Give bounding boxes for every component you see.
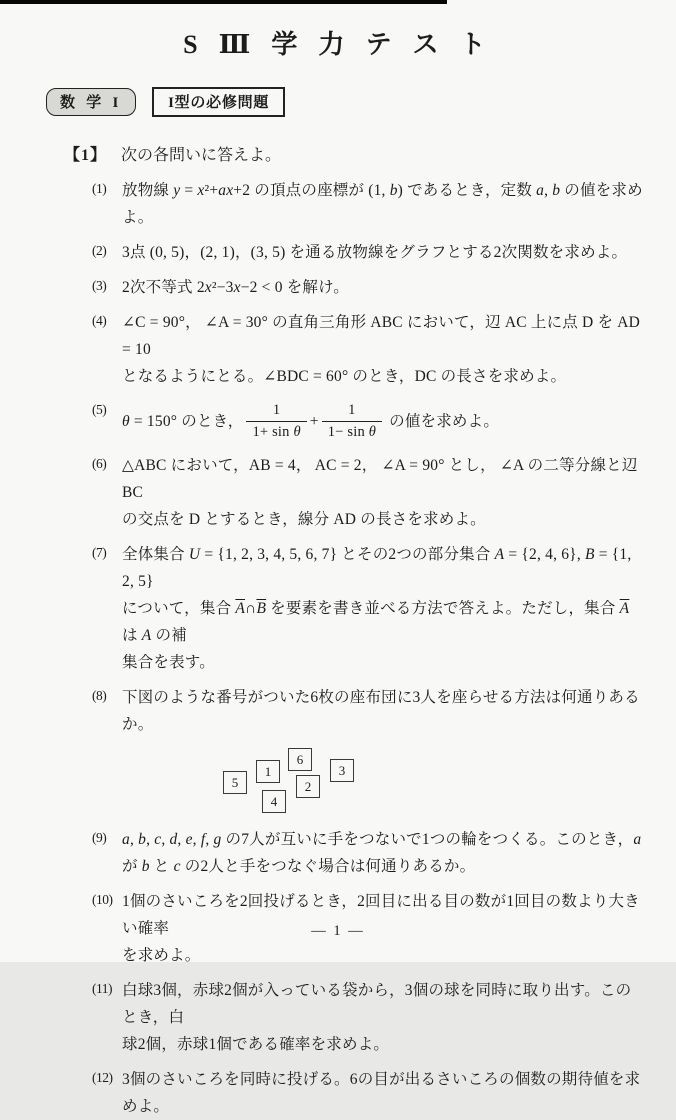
problem-11 xyxy=(92,977,644,1058)
problem-text-line: ∠C = 90°， ∠A = 30° の直角三角形 ABC において，辺 AC 上に点 D を AD = 10 xyxy=(122,314,645,358)
section-label: 【1】 xyxy=(64,147,108,164)
problem-text-line: 1個のさいころを2回投げるとき，2回目に出る目の数が1回目の数より大きい確率 xyxy=(122,893,640,937)
scan-artifact-bar xyxy=(0,0,447,4)
problem-list xyxy=(92,177,644,1120)
badge-row xyxy=(46,87,676,117)
page-title: S Ⅲ 学 力 テ ス ト xyxy=(183,30,493,59)
cushion-diagram xyxy=(122,744,644,818)
subject-badge: 数 学 I xyxy=(46,88,136,116)
problem-number: (9) xyxy=(92,830,107,845)
problem-text-line: 3点 (0, 5)，(2, 1)，(3, 5) を通る放物線をグラフとする2次関数を求めよ。 xyxy=(122,244,628,261)
problem-6 xyxy=(92,452,644,533)
problem-number: (2) xyxy=(92,243,107,258)
problem-5 xyxy=(92,398,644,444)
problem-number: (12) xyxy=(92,1070,113,1085)
problem-12 xyxy=(92,1066,644,1120)
problem-4 xyxy=(92,309,644,390)
problem-8 xyxy=(92,684,644,818)
problem-text-line: 下図のような番号がついた6枚の座布団に3人を座らせる方法は何通りあるか。 xyxy=(122,689,640,733)
problem-text-line: a, b, c, d, e, f, g の7人が互いに手をつないで1つの輪をつくる。このとき，a xyxy=(122,831,642,848)
problem-number: (10) xyxy=(92,892,113,907)
problem-number: (1) xyxy=(92,181,107,196)
problem-text-line: 集合を表す。 xyxy=(122,654,215,671)
problem-text-line: となるようにとる。∠BDC = 60° のとき，DC の長さを求めよ。 xyxy=(122,368,567,385)
problem-number: (5) xyxy=(92,402,107,417)
problem-type-badge: I型の必修問題 xyxy=(152,87,285,117)
cushion-box: 4 xyxy=(262,790,286,813)
problem-text-line: 白球3個，赤球2個が入っている袋から，3個の球を同時に取り出す。このとき，白 xyxy=(122,982,632,1026)
problem-text-line: の交点を D とするとき，線分 AD の長さを求めよ。 xyxy=(122,511,486,528)
cushion-box: 5 xyxy=(223,771,247,794)
problem-text-line: 全体集合 U = {1, 2, 3, 4, 5, 6, 7} とその2つの部分集合 A = {2, 4, 6}, B = {1, 2, 5} xyxy=(122,546,636,590)
cushion-box: 2 xyxy=(296,775,320,798)
cushion-box: 1 xyxy=(256,760,280,783)
section-heading xyxy=(64,143,676,169)
problem-text-line: 3個のさいころを同時に投げる。6の目が出るさいころの個数の期待値を求めよ。 xyxy=(122,1071,641,1115)
problem-text-line: について，集合 $\overline{A}\cap\overline{B}$ を要素を書き並べる方法で答えよ。ただし，集合 $\overline{A}$ は A の補 xyxy=(122,600,634,644)
problem-3 xyxy=(92,274,644,301)
problem-number: (7) xyxy=(92,545,107,560)
problem-2 xyxy=(92,239,644,266)
problem-text-line: を求めよ。 xyxy=(122,947,201,964)
problem-number: (4) xyxy=(92,313,107,328)
problem-number: (11) xyxy=(92,981,112,996)
problem-number: (8) xyxy=(92,688,107,703)
cushion-box: 3 xyxy=(330,759,354,782)
problem-number: (6) xyxy=(92,456,107,471)
problem-text-line: 球2個，赤球1個である確率を求めよ。 xyxy=(122,1036,390,1053)
section-intro: 次の各問いに答えよ。 xyxy=(121,147,282,164)
problem-text-line: θ = 150° のとき， $\frac{1}{\text{1+ sin θ}}$ + $\frac{1}{\text{1− sin θ}}$ の値を求めよ。 xyxy=(122,402,500,440)
problem-text-line: 放物線 y = x²+ax+2 の頂点の座標が (1, b) であるとき，定数 a, b の値を求めよ。 xyxy=(122,182,643,226)
problem-text-line: △ABC において，AB = 4， AC = 2， ∠A = 90° とし， ∠A の二等分線と辺 BC xyxy=(122,457,642,501)
problem-number: (3) xyxy=(92,278,107,293)
problem-7 xyxy=(92,541,644,676)
page-number: — 1 — xyxy=(311,923,365,939)
problem-text-line: が b と c の2人と手をつなぐ場合は何通りあるか。 xyxy=(122,858,476,875)
problem-1 xyxy=(92,177,644,231)
problem-text-line: 2次不等式 2x²−3x−2 < 0 を解け。 xyxy=(122,279,349,296)
cushion-box: 6 xyxy=(288,748,312,771)
problem-9 xyxy=(92,826,644,880)
